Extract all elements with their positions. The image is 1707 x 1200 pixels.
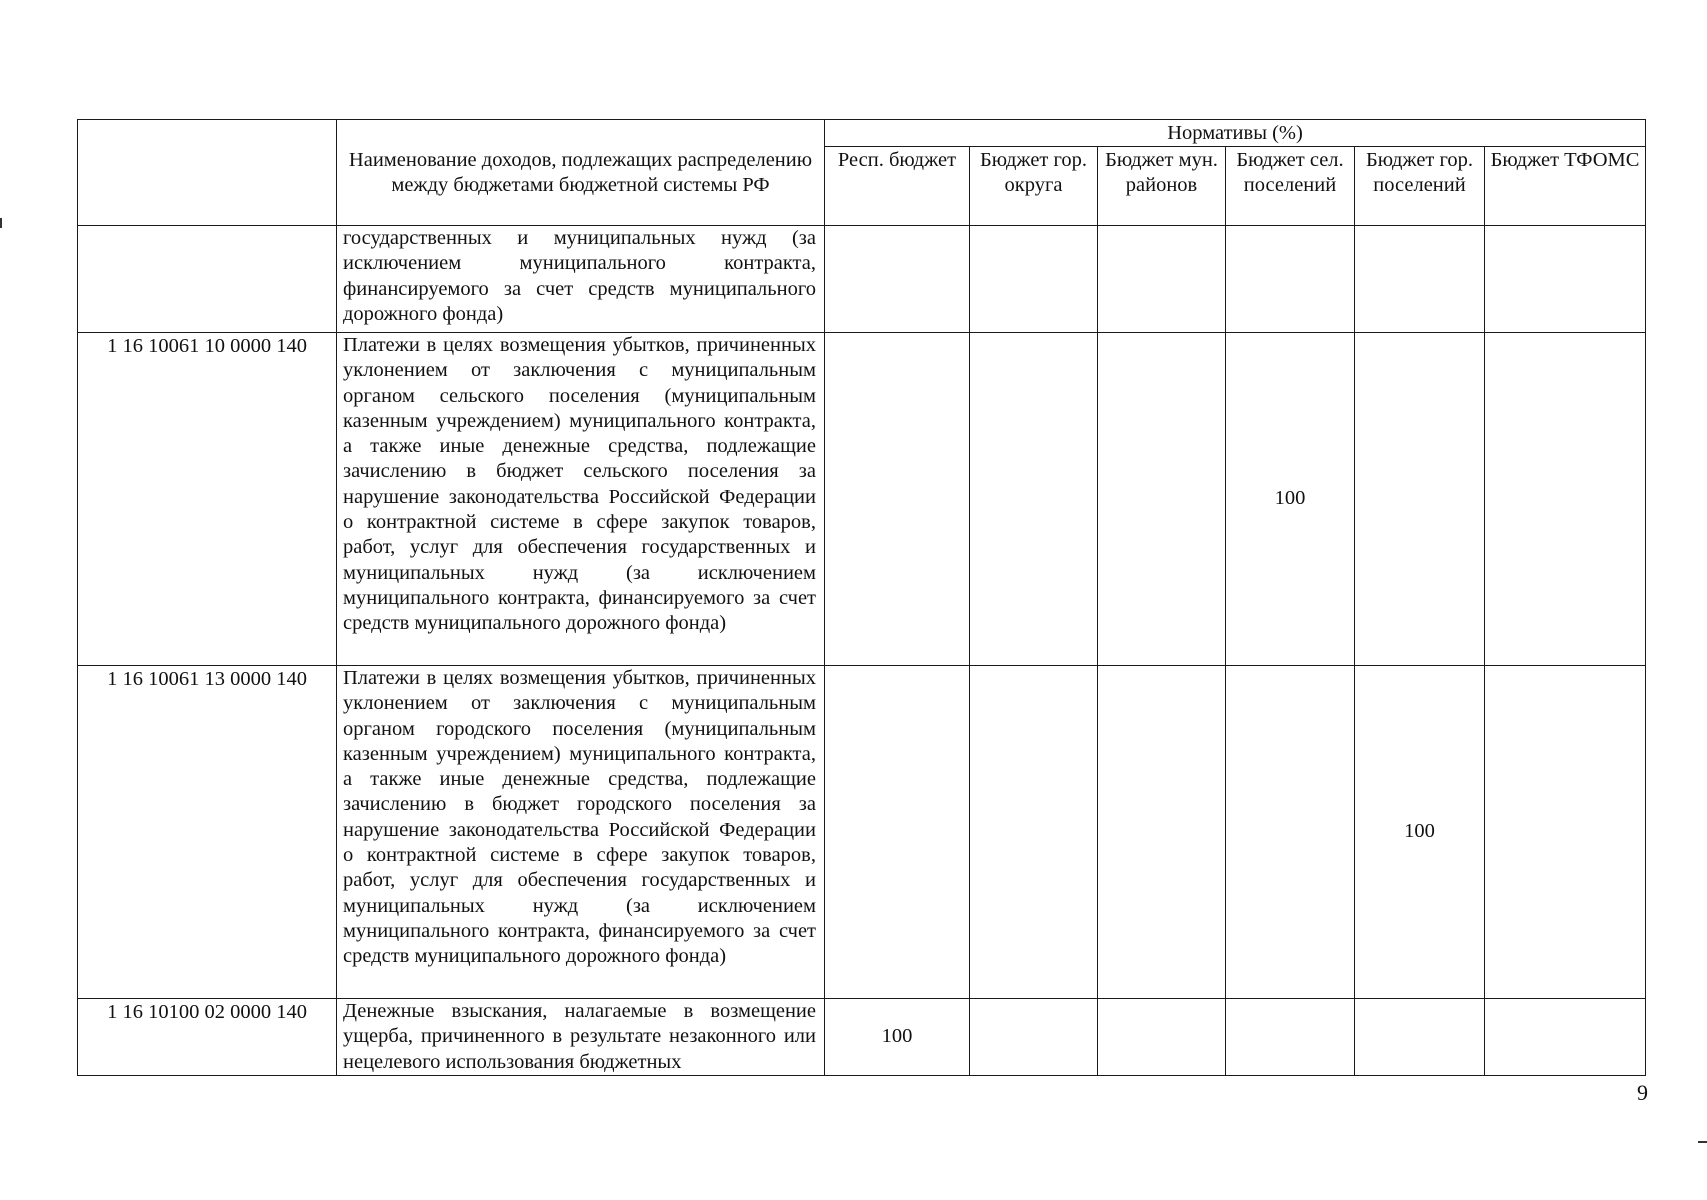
header-col-rural-settlement-budget: Бюджет сел. поселений <box>1226 147 1355 226</box>
row-value-city-district <box>970 226 1098 333</box>
row-value-tfoms <box>1485 999 1646 1076</box>
page-number: 9 <box>1637 1080 1648 1105</box>
row-value-city-district <box>970 999 1098 1076</box>
table-row <box>78 666 1646 999</box>
row-value-urban-settlement: 100 <box>1355 666 1485 999</box>
row-code: 1 16 10100 02 0000 140 <box>78 999 337 1076</box>
row-value-city-district <box>970 333 1098 666</box>
table-row <box>78 333 1646 666</box>
row-name: Платежи в целях возмещения убытков, причиненных уклонением от заключения с муниципальным органом городского поселения (муниципальным казенным учреждением) муниципального контракта, а также иные денежные средства, подлежащие зачислению в бюджет городского поселения за нарушение законодательства Российской Федерации о контрактной системе в сфере закупок товаров, работ, услуг для обеспечения государственных и муниципальных нужд (за исключением муниципального контракта, финансируемого за счет средств муниципального дорожного фонда) <box>337 666 825 999</box>
header-normatives: Нормативы (%) <box>825 120 1646 147</box>
header-code-cell <box>78 120 337 226</box>
row-value-rural-settlement: 100 <box>1226 333 1355 666</box>
row-code <box>78 226 337 333</box>
row-value-resp <box>825 666 970 999</box>
row-value-resp <box>825 333 970 666</box>
table-row <box>78 226 1646 333</box>
header-col-urban-settlement-budget: Бюджет гор. поселений <box>1355 147 1485 226</box>
row-value-rural-settlement <box>1226 999 1355 1076</box>
row-value-urban-settlement <box>1355 999 1485 1076</box>
row-value-mun-district <box>1098 226 1226 333</box>
row-value-mun-district <box>1098 999 1226 1076</box>
row-name: Денежные взыскания, налагаемые в возмещение ущерба, причиненного в результате незаконного или нецелевого использования бюджетных <box>337 999 825 1076</box>
row-value-urban-settlement <box>1355 333 1485 666</box>
row-code: 1 16 10061 13 0000 140 <box>78 666 337 999</box>
row-value-resp <box>825 226 970 333</box>
header-row-1 <box>78 120 1646 147</box>
table-row <box>78 999 1646 1076</box>
row-value-urban-settlement <box>1355 226 1485 333</box>
row-value-tfoms <box>1485 226 1646 333</box>
row-code: 1 16 10061 10 0000 140 <box>78 333 337 666</box>
row-value-rural-settlement <box>1226 226 1355 333</box>
row-name: Платежи в целях возмещения убытков, причиненных уклонением от заключения с муниципальным органом сельского поселения (муниципальным казенным учреждением) муниципального контракта, а также иные денежные средства, подлежащие зачислению в бюджет сельского поселения за нарушение законодательства Российской Федерации о контрактной системе в сфере закупок товаров, работ, услуг для обеспечения государственных и муниципальных нужд (за исключением муниципального контракта, финансируемого за счет средств муниципального дорожного фонда) <box>337 333 825 666</box>
header-col-city-district-budget: Бюджет гор. округа <box>970 147 1098 226</box>
header-col-mun-district-budget: Бюджет мун. районов <box>1098 147 1226 226</box>
row-value-mun-district <box>1098 666 1226 999</box>
scan-margin-mark <box>0 218 2 228</box>
header-col-resp-budget: Респ. бюджет <box>825 147 970 226</box>
revenue-distribution-table <box>77 119 1646 1076</box>
header-name-cell: Наименование доходов, подлежащих распределению между бюджетами бюджетной системы РФ <box>337 120 825 226</box>
scan-margin-mark <box>1698 1141 1707 1143</box>
row-value-rural-settlement <box>1226 666 1355 999</box>
row-value-city-district <box>970 666 1098 999</box>
row-value-tfoms <box>1485 666 1646 999</box>
row-name: государственных и муниципальных нужд (за исключением муниципального контракта, финансируемого за счет средств муниципального дорожного фонда) <box>337 226 825 333</box>
header-col-tfoms-budget: Бюджет ТФОМС <box>1485 147 1646 226</box>
row-value-tfoms <box>1485 333 1646 666</box>
row-value-mun-district <box>1098 333 1226 666</box>
row-value-resp: 100 <box>825 999 970 1076</box>
